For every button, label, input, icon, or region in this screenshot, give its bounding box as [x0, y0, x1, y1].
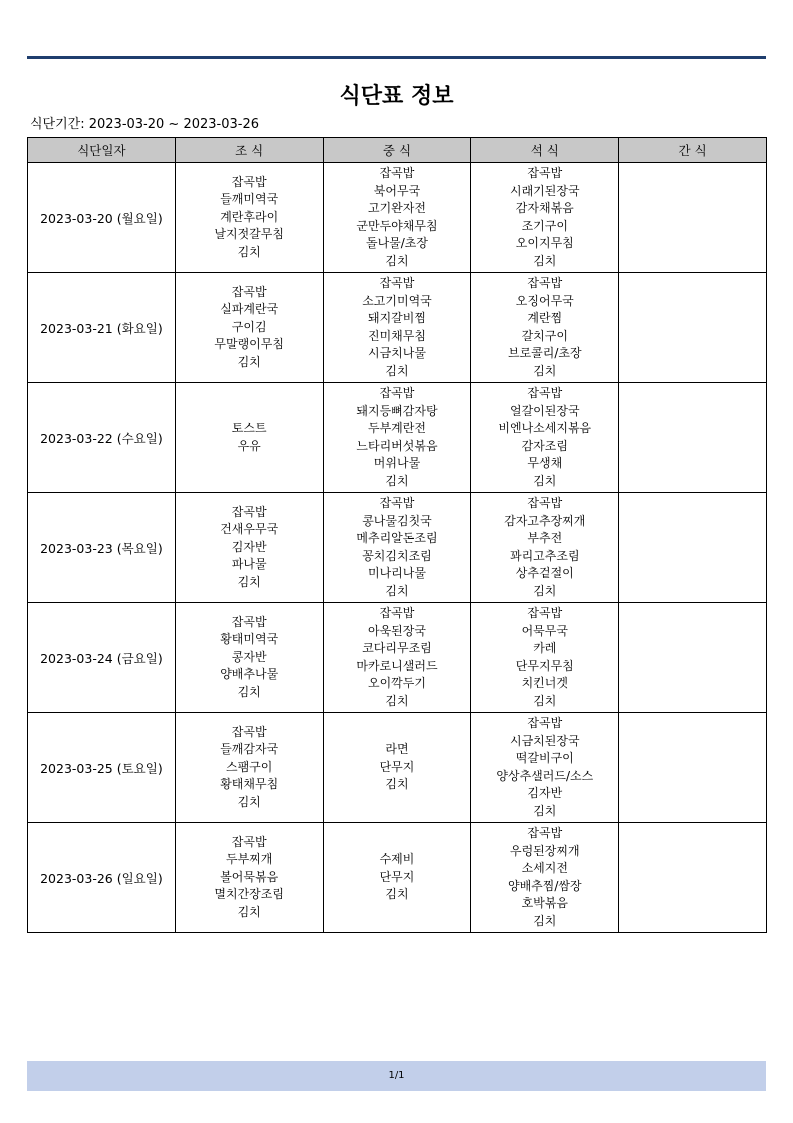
- lunch-cell: [323, 713, 471, 823]
- lunch-cell: [323, 383, 471, 493]
- snack-cell: [619, 823, 767, 933]
- dish-item: 김자반: [231, 539, 267, 554]
- lunch-cell: [323, 493, 471, 603]
- dish-item: 단무지: [379, 759, 415, 774]
- dish-item: 우유: [237, 438, 261, 453]
- dish-item: 건새우무국: [220, 522, 279, 537]
- table-row: [28, 493, 767, 603]
- dish-item: 조기구이: [521, 218, 568, 233]
- dish-item: 고기완자전: [368, 201, 426, 215]
- dish-item: 마카로니샐러드: [356, 658, 438, 673]
- dish-item: 떡갈비구이: [515, 751, 574, 765]
- dish-item: 카레: [533, 641, 557, 655]
- dish-item: 잡곡밥: [379, 386, 415, 400]
- dish-item: 황태채무침: [220, 777, 279, 792]
- date-cell: 2023-03-23 (목요일): [28, 493, 176, 603]
- dish-item: 소세지전: [521, 861, 568, 875]
- table-header-row: [28, 138, 767, 163]
- dish-item: 김치: [385, 473, 409, 488]
- dish-item: 구이김: [231, 319, 267, 334]
- dish-item: 잡곡밥: [527, 276, 563, 290]
- dish-item: 수제비: [379, 852, 415, 867]
- dish-item: 단무지무침: [515, 658, 574, 673]
- dish-item: 군만두야채무침: [356, 218, 438, 233]
- dish-item: 김치: [533, 473, 557, 488]
- dish-item: 김치: [385, 777, 409, 792]
- dish-item: 부추전: [527, 531, 563, 545]
- dish-item: 콩자반: [231, 649, 267, 664]
- dish-item: 김치: [237, 904, 261, 919]
- dish-item: 날지젓갈무침: [214, 227, 284, 242]
- date-cell: 2023-03-24 (금요일): [28, 603, 176, 713]
- dish-item: 양상추샐러드/소스: [496, 768, 594, 783]
- dish-item: 우렁된장찌개: [510, 843, 580, 858]
- menu-period: 식단기간: 2023-03-20 ~ 2023-03-26: [30, 117, 260, 132]
- dish-item: 잡곡밥: [379, 276, 415, 290]
- dish-item: 계란찜: [527, 311, 563, 325]
- dish-item: 잡곡밥: [527, 826, 563, 840]
- header-lunch: 중 식: [323, 138, 471, 163]
- dish-item: 잡곡밥: [231, 504, 267, 519]
- dinner-cell: [471, 493, 619, 603]
- dish-item: 오징어무국: [515, 293, 574, 308]
- dish-item: 오이지무침: [515, 236, 574, 250]
- dish-item: 꽈리고추조림: [510, 548, 580, 563]
- dish-item: 김치: [533, 363, 557, 378]
- dish-item: 시래기된장국: [510, 183, 580, 198]
- dish-item: 잡곡밥: [527, 496, 563, 510]
- dish-item: 머위나물: [373, 456, 421, 470]
- date-cell: 2023-03-25 (토요일): [28, 713, 176, 823]
- dish-item: 아욱된장국: [368, 623, 426, 638]
- snack-cell: [619, 603, 767, 713]
- dish-item: 어묵무국: [521, 623, 568, 638]
- dish-item: 김치: [237, 354, 261, 369]
- dinner-cell: [471, 163, 619, 273]
- header-dinner: 석 식: [471, 138, 619, 163]
- dish-item: 김치: [533, 583, 557, 598]
- dish-item: 소고기미역국: [362, 293, 432, 308]
- dish-item: 콩나물김칫국: [362, 513, 432, 528]
- snack-cell: [619, 163, 767, 273]
- dish-item: 황태미역국: [220, 632, 279, 647]
- dish-item: 김치: [533, 693, 557, 708]
- date-cell: 2023-03-26 (일요일): [28, 823, 176, 933]
- dish-item: 코다리무조림: [362, 641, 432, 655]
- dish-item: 계란후라이: [220, 209, 279, 224]
- dish-item: 김치: [385, 693, 409, 708]
- table-row: [28, 273, 767, 383]
- dish-item: 시금치된장국: [510, 733, 580, 748]
- breakfast-cell: [175, 383, 323, 493]
- dish-item: 치킨너겟: [521, 676, 568, 690]
- dish-item: 비엔나소세지볶음: [498, 421, 592, 435]
- dish-item: 꽁치김치조림: [362, 548, 432, 563]
- page-footer: [27, 1061, 766, 1091]
- dish-item: 잡곡밥: [231, 834, 267, 849]
- dish-item: 볼어묵볶음: [220, 869, 279, 884]
- header-breakfast: 조 식: [175, 138, 323, 163]
- dish-item: 김치: [385, 887, 409, 902]
- breakfast-cell: [175, 273, 323, 383]
- dish-item: 브로콜리/초장: [507, 346, 582, 360]
- dish-item: 잡곡밥: [379, 166, 415, 180]
- dish-item: 토스트: [231, 421, 267, 435]
- dish-item: 단무지: [379, 869, 415, 884]
- dish-item: 돼지갈비찜: [368, 311, 426, 325]
- dish-item: 미나리나물: [368, 566, 426, 580]
- dish-item: 얼갈이된장국: [510, 403, 580, 418]
- dish-item: 두부찌개: [226, 852, 273, 867]
- dish-item: 호박볶음: [521, 896, 568, 910]
- lunch-cell: [323, 823, 471, 933]
- page-number: 1/1: [388, 1070, 405, 1081]
- dish-item: 잡곡밥: [379, 606, 415, 620]
- dish-item: 스팸구이: [226, 759, 273, 774]
- table-row: [28, 383, 767, 493]
- snack-cell: [619, 383, 767, 493]
- dish-item: 멸치간장조림: [214, 887, 284, 902]
- breakfast-cell: [175, 713, 323, 823]
- date-cell: 2023-03-22 (수요일): [28, 383, 176, 493]
- dinner-cell: [471, 603, 619, 713]
- header-snack: 간 식: [619, 138, 767, 163]
- menu-body: [28, 163, 767, 933]
- dish-item: 잡곡밥: [527, 716, 563, 730]
- dish-item: 무생채: [527, 456, 563, 470]
- dish-item: 두부계란전: [368, 421, 426, 435]
- dish-item: 들깨미역국: [220, 192, 279, 207]
- dish-item: 메추리알돈조림: [356, 531, 438, 545]
- table-row: [28, 163, 767, 273]
- dish-item: 잡곡밥: [527, 386, 563, 400]
- dish-item: 잡곡밥: [527, 166, 563, 180]
- date-cell: 2023-03-21 (화요일): [28, 273, 176, 383]
- dish-item: 실파계란국: [220, 302, 279, 317]
- dish-item: 라면: [385, 742, 409, 757]
- table-row: [28, 713, 767, 823]
- dinner-cell: [471, 273, 619, 383]
- dish-item: 돼지등뼈감자탕: [356, 403, 438, 418]
- dinner-cell: [471, 383, 619, 493]
- dish-item: 김치: [237, 684, 261, 699]
- dish-item: 잡곡밥: [231, 174, 267, 189]
- dish-item: 감자조림: [521, 438, 568, 453]
- dish-item: 오이깍두기: [368, 676, 426, 690]
- dish-item: 잡곡밥: [231, 614, 267, 629]
- lunch-cell: [323, 163, 471, 273]
- dish-item: 진미채무침: [368, 328, 426, 343]
- dish-item: 느타리버섯볶음: [356, 438, 438, 453]
- dish-item: 김치: [533, 803, 557, 818]
- dish-item: 상추겉절이: [515, 566, 574, 580]
- dish-item: 잡곡밥: [527, 606, 563, 620]
- breakfast-cell: [175, 603, 323, 713]
- dish-item: 김치: [533, 253, 557, 268]
- dish-item: 시금치나물: [368, 346, 426, 360]
- dish-item: 잡곡밥: [231, 724, 267, 739]
- table-row: [28, 603, 767, 713]
- dish-item: 무말랭이무침: [214, 337, 284, 352]
- dish-item: 김자반: [527, 786, 563, 800]
- lunch-cell: [323, 273, 471, 383]
- dish-item: 김치: [385, 253, 409, 268]
- dish-item: 감자채볶음: [515, 201, 574, 215]
- page-title: 식단표 정보: [339, 84, 454, 109]
- dish-item: 양배추찜/쌈장: [507, 878, 582, 893]
- dish-item: 들깨감자국: [220, 742, 279, 757]
- breakfast-cell: [175, 493, 323, 603]
- dish-item: 양배추나물: [220, 667, 279, 682]
- dish-item: 감자고추장찌개: [504, 513, 586, 528]
- dinner-cell: [471, 713, 619, 823]
- breakfast-cell: [175, 163, 323, 273]
- dish-item: 김치: [237, 794, 261, 809]
- breakfast-cell: [175, 823, 323, 933]
- dish-item: 잡곡밥: [379, 496, 415, 510]
- dish-item: 김치: [533, 913, 557, 928]
- dinner-cell: [471, 823, 619, 933]
- lunch-cell: [323, 603, 471, 713]
- menu-table: [27, 137, 767, 933]
- table-row: [28, 823, 767, 933]
- dish-item: 김치: [237, 574, 261, 589]
- top-rule: [27, 56, 766, 59]
- date-cell: 2023-03-20 (월요일): [28, 163, 176, 273]
- dish-item: 파나물: [231, 557, 267, 572]
- snack-cell: [619, 493, 767, 603]
- dish-item: 잡곡밥: [231, 284, 267, 299]
- header-date: 식단일자: [28, 138, 176, 163]
- dish-item: 갈치구이: [521, 328, 568, 343]
- dish-item: 돌나물/초장: [365, 236, 428, 250]
- dish-item: 김치: [385, 583, 409, 598]
- dish-item: 김치: [385, 363, 409, 378]
- snack-cell: [619, 273, 767, 383]
- dish-item: 김치: [237, 244, 261, 259]
- dish-item: 북어무국: [373, 183, 421, 198]
- snack-cell: [619, 713, 767, 823]
